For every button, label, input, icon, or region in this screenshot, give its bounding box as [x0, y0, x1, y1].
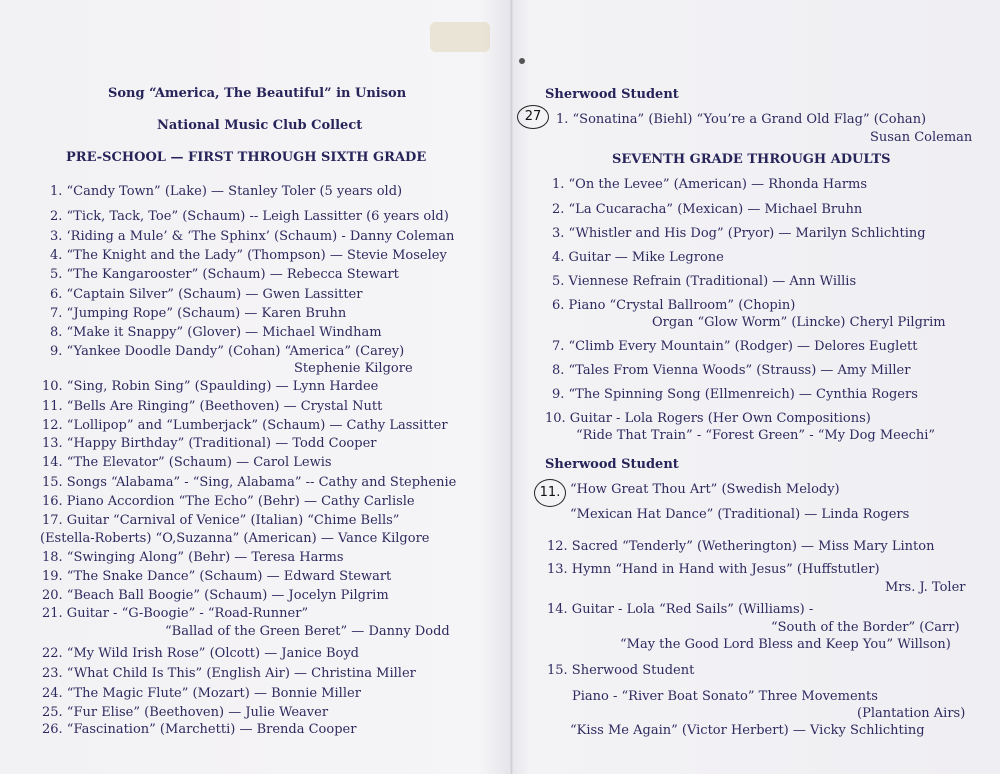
right-item-11a: “How Great Thou Art” (Swedish Melody) [570, 482, 840, 497]
left-program-line: 26. “Fascination” (Marchetti) — Brenda Cooper [42, 722, 357, 737]
right-section-title: SEVENTH GRADE THROUGH ADULTS [612, 152, 891, 167]
left-program-line: 13. “Happy Birthday” (Traditional) — Todd Cooper [42, 436, 377, 451]
right-item-14b: “South of the Border” (Carr) [771, 620, 960, 635]
left-program-line: 10. “Sing, Robin Sing” (Spaulding) — Lynn Hardee [42, 379, 379, 394]
left-program-line: 19. “The Snake Dance” (Schaum) — Edward Stewart [42, 569, 392, 584]
left-program-line: 6. “Captain Silver” (Schaum) — Gwen Lassitter [50, 287, 363, 302]
left-program-line: 16. Piano Accordion “The Echo” (Behr) — Cathy Carlisle [42, 494, 415, 509]
left-program-line: 4. “The Knight and the Lady” (Thompson) — Stevie Moseley [50, 248, 447, 263]
right-header-student-1: Sherwood Student [545, 87, 679, 102]
right-item-15d: “Kiss Me Again” (Victor Herbert) — Vicky Schlichting [570, 723, 925, 738]
left-program-line: Stephenie Kilgore [294, 361, 413, 376]
page-fold [510, 0, 513, 774]
left-program-line: 8. “Make it Snappy” (Glover) — Michael Windham [50, 325, 382, 340]
left-program-line: 24. “The Magic Flute” (Mozart) — Bonnie Miller [42, 686, 361, 701]
right-program-line: 10. Guitar - Lola Rogers (Her Own Compositions) [545, 411, 871, 426]
left-program-line: 20. “Beach Ball Boogie” (Schaum) — Jocelyn Pilgrim [42, 588, 389, 603]
right-item-1: 1. “Sonatina” (Biehl) “You’re a Grand Old Flag” (Cohan) [556, 112, 927, 127]
right-program-line: 4. Guitar — Mike Legrone [552, 250, 724, 265]
left-program-line: 17. Guitar “Carnival of Venice” (Italian) “Chime Bells” [42, 513, 400, 528]
right-program-line: 2. “La Cucaracha” (Mexican) — Michael Bruhn [552, 202, 863, 217]
right-item-13: 13. Hymn “Hand in Hand with Jesus” (Huffstutler) [547, 562, 880, 577]
left-program-line: 5. “The Kangarooster” (Schaum) — Rebecca Stewart [50, 267, 399, 282]
left-program-line: 9. “Yankee Doodle Dandy” (Cohan) “America” (Carey) [50, 344, 405, 359]
left-program-line: 14. “The Elevator” (Schaum) — Carol Lewis [42, 455, 332, 470]
left-program-line: “Ballad of the Green Beret” — Danny Dodd [165, 624, 450, 639]
left-program-line: 21. Guitar - “G-Boogie” - “Road-Runner” [42, 606, 309, 621]
pen-number-11: 11. [539, 485, 561, 500]
right-program-line: 9. “The Spinning Song (Ellmenreich) — Cynthia Rogers [552, 387, 918, 402]
right-program-line: “Ride That Train” - “Forest Green” - “My Dog Meechi” [576, 428, 936, 443]
right-item-14: 14. Guitar - Lola “Red Sails” (Williams) - [547, 602, 814, 617]
right-item-12: 12. Sacred “Tenderly” (Wetherington) — Miss Mary Linton [547, 539, 935, 554]
right-program-line: 7. “Climb Every Mountain” (Rodger) — Delores Euglett [552, 339, 918, 354]
right-program-line: 3. “Whistler and His Dog” (Pryor) — Marilyn Schlichting [552, 226, 926, 241]
left-program-line: 2. “Tick, Tack, Toe” (Schaum) -- Leigh Lassitter (6 years old) [50, 209, 449, 224]
right-header-student-2: Sherwood Student [545, 457, 679, 472]
left-program-line: 25. “Fur Elise” (Beethoven) — Julie Weaver [42, 705, 329, 720]
pen-circle-11 [534, 479, 566, 507]
right-item-15: 15. Sherwood Student [547, 663, 695, 678]
ink-dot [519, 58, 525, 64]
right-program-line: 5. Viennese Refrain (Traditional) — Ann Willis [552, 274, 857, 289]
left-program-line: 15. Songs “Alabama” - “Sing, Alabama” -- Cathy and Stephenie [42, 475, 457, 490]
left-section-title: PRE-SCHOOL — FIRST THROUGH SIXTH GRADE [66, 150, 427, 165]
left-program-line: 7. “Jumping Rope” (Schaum) — Karen Bruhn [50, 306, 347, 321]
left-header-collect: National Music Club Collect [157, 118, 363, 133]
pen-circle-27 [517, 105, 549, 129]
paper-stain [430, 22, 490, 52]
right-item-14c: “May the Good Lord Bless and Keep You” Willson) [620, 637, 951, 652]
left-program-line: 18. “Swinging Along” (Behr) — Teresa Harms [42, 550, 344, 565]
left-program-line: 11. “Bells Are Ringing” (Beethoven) — Crystal Nutt [42, 399, 383, 414]
right-program-line: 8. “Tales From Vienna Woods” (Strauss) — Amy Miller [552, 363, 911, 378]
left-program-line: 1. “Candy Town” (Lake) — Stanley Toler (5 years old) [50, 184, 403, 199]
left-program-line: 23. “What Child Is This” (English Air) — Christina Miller [42, 666, 416, 681]
left-program-line: 3. ‘Riding a Mule’ & ‘The Sphinx’ (Schaum) - Danny Coleman [50, 229, 455, 244]
pen-number: 27 [524, 109, 542, 124]
right-item-15c: (Plantation Airs) [857, 706, 966, 721]
left-program-line: 22. “My Wild Irish Rose” (Olcott) — Janice Boyd [42, 646, 360, 661]
right-item-13-performer: Mrs. J. Toler [885, 580, 966, 595]
right-program-line: Organ “Glow Worm” (Lincke) Cheryl Pilgrim [652, 315, 946, 330]
left-header-song: Song “America, The Beautiful” in Unison [108, 86, 407, 101]
right-item-11b: “Mexican Hat Dance” (Traditional) — Linda Rogers [570, 507, 910, 522]
right-program-line: 6. Piano “Crystal Ballroom” (Chopin) [552, 298, 796, 313]
left-program-line: (Estella-Roberts) “O,Suzanna” (American) — Vance Kilgore [40, 531, 430, 546]
right-item-1-performer: Susan Coleman [870, 130, 973, 145]
right-program-line: 1. “On the Levee” (American) — Rhonda Harms [552, 177, 868, 192]
right-item-15b: Piano - “River Boat Sonato” Three Movements [572, 689, 878, 704]
left-program-line: 12. “Lollipop” and “Lumberjack” (Schaum) — Cathy Lassitter [42, 418, 448, 433]
